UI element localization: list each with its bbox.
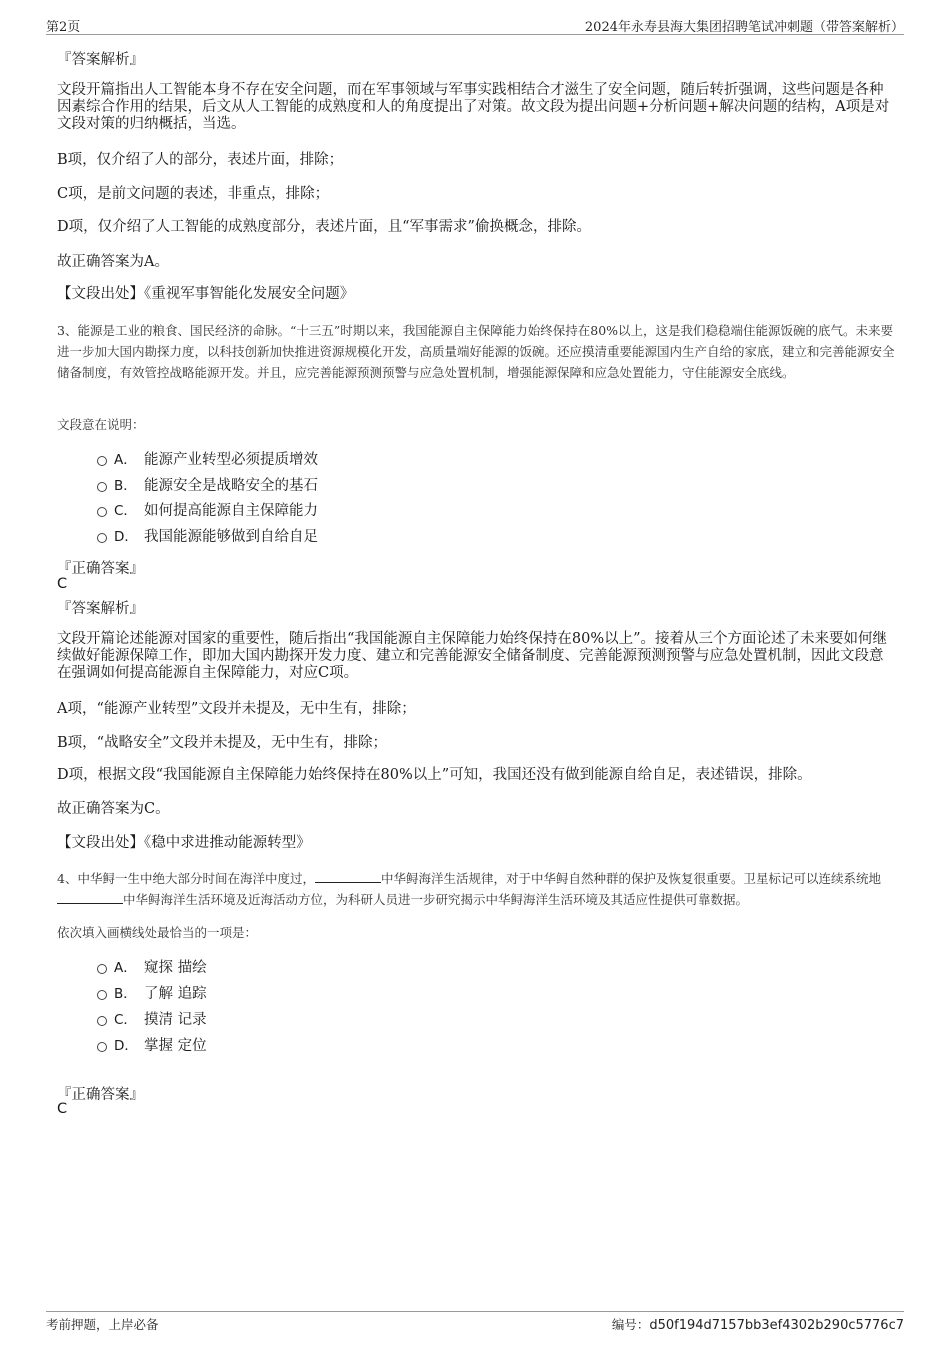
analysis-option-d: D项，仅介绍了人工智能的成熟度部分，表述片面，且“军事需求”偷换概念，排除。	[57, 219, 591, 235]
analysis-conclusion: 故正确答案为C。	[57, 801, 170, 817]
correct-answer-label: 『正确答案』	[57, 1087, 144, 1103]
source-citation: 【文段出处】《稳中求进推动能源转型》	[57, 835, 311, 851]
radio-icon[interactable]	[97, 990, 107, 1000]
q4-option-c[interactable]: C． 摸清 记录	[97, 1010, 207, 1030]
analysis-option-c: C项，是前文问题的表述，非重点，排除；	[57, 186, 330, 202]
analysis-text: 文段开篇论述能源对国家的重要性，随后指出“我国能源自主保障能力始终保持在80%以上”。接着从三个方面论述了未来要如何继续做好能源保障工作，即加大国内勘探开发力度、建立和完善能源安全储备制度、完善能源预测预警与应急处置机制，因此文段意在强调如何提高能源自主保障能力，对应C项。	[57, 631, 888, 681]
page-footer	[46, 1311, 904, 1333]
q4-option-a[interactable]: A． 窥探 描绘	[97, 958, 207, 978]
footer-slogan: 考前押题，上岸必备	[46, 1317, 159, 1332]
question-4-prompt: 依次填入画横线处最恰当的一项是：	[57, 925, 258, 940]
q4-option-b[interactable]: B． 了解 追踪	[97, 984, 207, 1004]
radio-icon[interactable]	[97, 1016, 107, 1026]
correct-answer: C	[57, 1101, 68, 1117]
analysis-label: 『答案解析』	[57, 52, 144, 68]
analysis-option-d: D项，根据文段“我国能源自主保障能力始终保持在80%以上”可知，我国还没有做到能源自给自足，表述错误，排除。	[57, 767, 812, 783]
analysis-option-a: A项，“能源产业转型”文段并未提及，无中生有，排除；	[57, 701, 416, 717]
fill-blank-2	[57, 891, 123, 904]
correct-answer: C	[57, 576, 68, 592]
page-header	[46, 14, 904, 35]
radio-icon[interactable]	[97, 507, 107, 517]
document-code: 编号：d50f194d7157bb3ef4302b290c5776c7	[611, 1317, 904, 1333]
q4-option-d[interactable]: D． 掌握 定位	[97, 1036, 207, 1056]
source-citation: 【文段出处】《重视军事智能化发展安全问题》	[57, 286, 355, 302]
fill-blank-1	[315, 870, 381, 883]
analysis-option-b: B项，“战略安全”文段并未提及，无中生有，排除；	[57, 735, 387, 751]
radio-icon[interactable]	[97, 482, 107, 492]
q3-option-b[interactable]: B． 能源安全是战略安全的基石	[97, 476, 318, 496]
q3-option-a[interactable]: A． 能源产业转型必须提质增效	[97, 450, 318, 470]
question-3-prompt: 文段意在说明：	[57, 417, 145, 432]
radio-icon[interactable]	[97, 456, 107, 466]
radio-icon[interactable]	[97, 1042, 107, 1052]
analysis-label: 『答案解析』	[57, 601, 144, 617]
q3-option-d[interactable]: D． 我国能源能够做到自给自足	[97, 527, 318, 547]
document-title: 2024年永寿县海大集团招聘笔试冲刺题（带答案解析）	[584, 20, 904, 35]
question-4-stem: 4、中华鲟一生中绝大部分时间在海洋中度过， 中华鲟海洋生活规律，对于中华鲟自然种群的保护及恢复很重要。卫星标记可以连续系统地中华鲟海洋生活环境及近海活动方位，为科研人员进一步研究揭示中华鲟海洋生活环境及其适应性提供可靠数据。	[57, 871, 881, 907]
analysis-option-b: B项，仅介绍了人的部分，表述片面，排除；	[57, 152, 344, 168]
page-number: 第2页	[46, 20, 81, 35]
question-3-stem: 3、能源是工业的粮食、国民经济的命脉。“十三五”时期以来，我国能源自主保障能力始终保持在80%以上，这是我们稳稳端住能源饭碗的底气。未来要进一步加大国内勘探力度，以科技创新加快推进资源规模化开发，高质量端好能源的饭碗。还应摸清重要能源国内生产自给的家底，建立和完善能源安全储备制度，有效管控战略能源开发。并且，应完善能源预测预警与应急处置机制，增强能源保障和应急处置能力，守住能源安全底线。	[57, 323, 895, 380]
analysis-conclusion: 故正确答案为A。	[57, 254, 169, 270]
radio-icon[interactable]	[97, 533, 107, 543]
correct-answer-label: 『正确答案』	[57, 561, 144, 577]
radio-icon[interactable]	[97, 964, 107, 974]
q3-option-c[interactable]: C． 如何提高能源自主保障能力	[97, 501, 318, 521]
analysis-text: 文段开篇指出人工智能本身不存在安全问题，而在军事领域与军事实践相结合才滋生了安全问题，随后转折强调，这些问题是各种因素综合作用的结果，后文从人工智能的成熟度和人的角度提出了对策。故文段为提出问题+分析问题+解决问题的结构，A项是对文段对策的归纳概括，当选。	[57, 82, 890, 132]
